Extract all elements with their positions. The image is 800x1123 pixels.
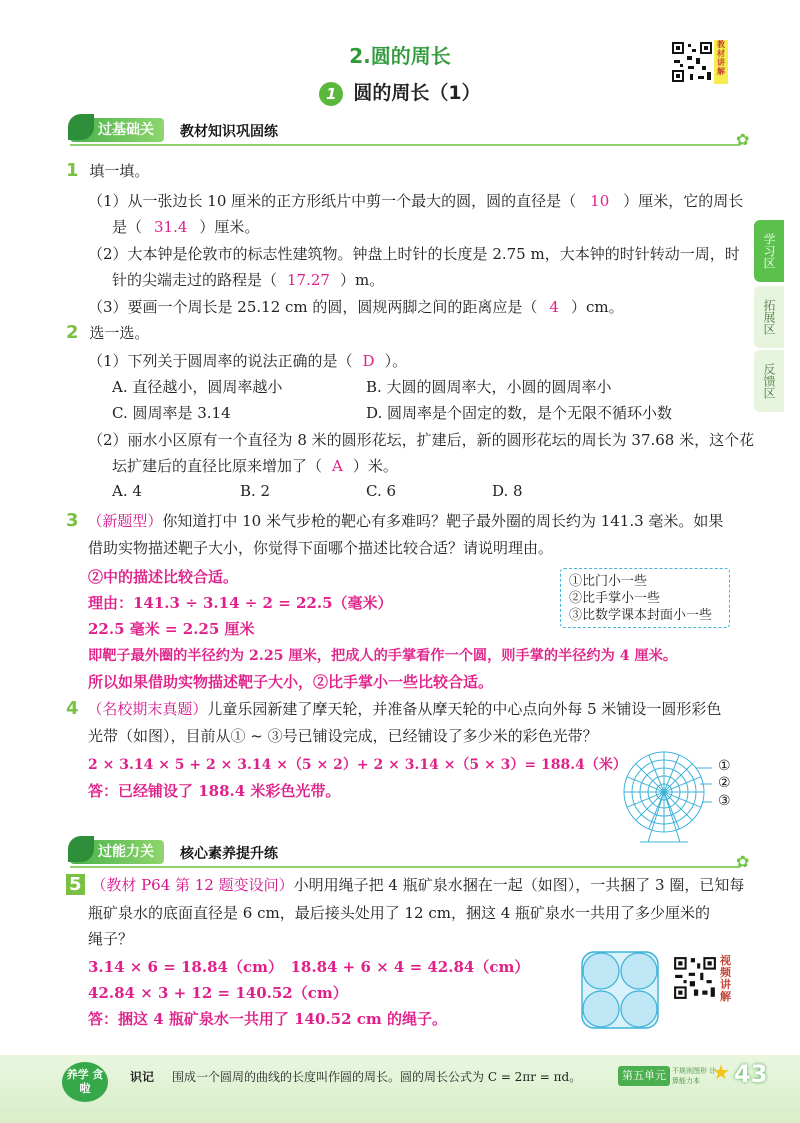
answer-line: 答：捆这 4 瓶矿泉水一共用了 140.52 cm 的绳子。 xyxy=(88,1010,447,1028)
tab-extension-area[interactable]: 拓展区 xyxy=(754,286,784,348)
question-tag: （新题型） xyxy=(87,512,163,530)
memo-text: 围成一个圆周的曲线的长度叫作圆的周长。圆的周长公式为 C = 2πr = πd。 xyxy=(172,1070,582,1084)
tab-study-area[interactable]: 学习区 xyxy=(754,220,784,282)
option-item: ③比数学课本封面小一些 xyxy=(569,608,713,623)
option-b[interactable]: B. 2 xyxy=(240,482,271,500)
option-a[interactable]: A. 4 xyxy=(112,482,142,500)
q2-part1 xyxy=(88,350,407,371)
option-d[interactable]: D. 圆周率是个固定的数，是个无限不循环小数 xyxy=(366,404,673,422)
leaf-icon xyxy=(68,836,94,862)
figure-label: ② xyxy=(718,775,731,791)
unit-badge: 第五单元 xyxy=(618,1066,670,1086)
question-number: 3 xyxy=(66,510,79,531)
answer[interactable]: 31.4 xyxy=(154,218,188,236)
qr-code-icon[interactable] xyxy=(670,40,714,84)
option-c[interactable]: C. 圆周率是 3.14 xyxy=(112,404,231,422)
section-subtitle: 教材知识巩固练 xyxy=(180,124,278,140)
water-bottles-figure xyxy=(580,950,660,1030)
question-text: 瓶矿泉水的底面直径是 6 cm，最后接头处用了 12 cm，捆这 4 瓶矿泉水一共用了多少厘米的 xyxy=(88,904,711,922)
answer-line: ②中的描述比较合适。 xyxy=(88,568,239,586)
star-icon: ✿ xyxy=(736,130,750,149)
text: ）米。 xyxy=(352,457,398,475)
question-1 xyxy=(66,160,149,181)
section-title: 2.圆的周长 xyxy=(349,44,451,68)
page-number: 43 xyxy=(734,1060,768,1088)
question-text: 你知道打中 10 米气步枪的靶心有多难吗？靶子最外圈的周长约为 141.3 毫米。如果 xyxy=(162,512,724,530)
question-title: 选一选。 xyxy=(89,324,150,342)
answer-line: 答：已经铺设了 188.4 米彩色光带。 xyxy=(88,782,341,800)
q1-part2: （2）大本钟是伦敦市的标志性建筑物。钟盘上时针的长度是 2.75 m，大本钟的时针转动一周，时 xyxy=(88,245,740,263)
text: （1）从一张边长 10 厘米的正方形纸片中剪一个最大的圆，圆的直径是（ xyxy=(88,192,577,210)
answer-line: 所以如果借助实物描述靶子大小，②比手掌小一些比较合适。 xyxy=(88,673,494,691)
divider xyxy=(70,144,740,146)
figure-label: ① xyxy=(718,758,731,774)
question-number: 1 xyxy=(66,160,79,181)
tab-feedback-area[interactable]: 反馈区 xyxy=(754,350,784,412)
section-tag: 过能力关 xyxy=(70,840,164,864)
text: ）m。 xyxy=(339,271,385,289)
ferris-wheel-figure xyxy=(618,748,718,844)
qr-tag: 教材讲解 xyxy=(714,40,728,84)
question-tag: （名校期末真题） xyxy=(87,700,208,718)
text: （3）要画一个周长是 25.12 cm 的圆，圆规两脚之间的距离应是（ xyxy=(88,298,538,316)
star-icon: ★ xyxy=(712,1060,730,1084)
question-number: 5 xyxy=(66,874,85,895)
question-4 xyxy=(66,698,721,719)
answer-line: 理由：141.3 ÷ 3.14 ÷ 2 = 22.5（毫米） xyxy=(88,594,393,612)
question-text: 光带（如图），目前从① ~ ③号已铺设完成，已经铺设了多少米的彩色光带？ xyxy=(88,727,598,745)
lesson-number-badge: 1 xyxy=(319,82,343,106)
q1-part1 xyxy=(88,190,743,211)
answer-line: 3.14 × 6 = 18.84（cm） 18.84 + 6 × 4 = 42.84（cm） xyxy=(88,958,530,976)
question-number: 2 xyxy=(66,322,79,343)
text: 坛扩建后的直径比原来增加了（ xyxy=(112,457,323,475)
q1-part3 xyxy=(88,296,624,317)
question-3 xyxy=(66,510,723,531)
answer[interactable]: 17.27 xyxy=(287,271,330,289)
answer[interactable]: A xyxy=(332,457,343,475)
star-icon: ✿ xyxy=(736,852,750,871)
divider xyxy=(70,866,740,868)
lesson-title: 圆的周长（1） xyxy=(353,82,481,104)
leaf-icon xyxy=(68,114,94,140)
answer[interactable]: 10 xyxy=(590,192,610,210)
option-a[interactable]: A. 直径越小，圆周率越小 xyxy=(112,378,283,396)
q2-part2-cont xyxy=(112,455,398,476)
q1-part1-cont xyxy=(112,216,259,237)
question-text: 绳子？ xyxy=(88,930,134,948)
q2-part2: （2）丽水小区原有一个直径为 8 米的圆形花坛，扩建后，新的圆形花坛的周长为 37.68 米，这个花 xyxy=(88,431,755,449)
section-subtitle: 核心素养提升练 xyxy=(180,846,278,862)
option-d[interactable]: D. 8 xyxy=(492,482,523,500)
qr-tag: 视频讲解 xyxy=(720,954,731,1003)
question-tag: （教材 P64 第 12 题变设问） xyxy=(91,876,294,894)
section-tag: 过基础关 xyxy=(70,118,164,142)
text: 针的尖端走过的路程是（ xyxy=(112,271,278,289)
unit-subtitle: 不规则图形 计算能力本 xyxy=(672,1067,717,1085)
answer-line: 即靶子最外圈的半径约为 2.25 厘米，把成人的手掌看作一个圆，则手掌的半径约为 4 厘米。 xyxy=(88,648,678,664)
question-2 xyxy=(66,322,149,343)
text: ）cm。 xyxy=(570,298,624,316)
answer-line: 22.5 毫米 = 2.25 厘米 xyxy=(88,620,255,638)
text: 是（ xyxy=(112,218,143,236)
question-number: 4 xyxy=(66,698,79,719)
memo-label: 识记 xyxy=(130,1070,155,1084)
question-title: 填一填。 xyxy=(89,162,150,180)
text: （1）下列关于圆周率的说法正确的是（ xyxy=(88,352,353,370)
question-text: 儿童乐园新建了摩天轮，并准备从摩天轮的中心点向外每 5 米铺设一圆形彩色 xyxy=(207,700,722,718)
answer[interactable]: D xyxy=(362,352,375,370)
question-text: 借助实物描述靶子大小，你觉得下面哪个描述比较合适？请说明理由。 xyxy=(88,539,554,557)
answer[interactable]: 4 xyxy=(549,298,559,316)
q1-part2-cont xyxy=(112,269,384,290)
text: ）厘米。 xyxy=(199,218,260,236)
option-item: ①比门小一些 xyxy=(569,574,648,589)
answer-line: 2 × 3.14 × 5 + 2 × 3.14 ×（5 × 2）+ 2 × 3.14 ×（5 × 3）= 188.4（米） xyxy=(88,757,627,773)
text: ）。 xyxy=(384,352,408,370)
option-c[interactable]: C. 6 xyxy=(366,482,397,500)
option-b[interactable]: B. 大圆的圆周率大，小圆的圆周率小 xyxy=(366,378,612,396)
options-box xyxy=(560,568,730,628)
question-5 xyxy=(66,874,744,895)
qr-code-icon[interactable] xyxy=(672,955,718,1001)
brand-logo: 养学 贪啦 xyxy=(62,1062,108,1102)
option-item: ②比手掌小一些 xyxy=(569,591,661,606)
figure-label: ③ xyxy=(718,793,731,809)
answer-line: 42.84 × 3 + 12 = 140.52（cm） xyxy=(88,984,348,1002)
text: ）厘米，它的周长 xyxy=(623,192,744,210)
question-text: 小明用绳子把 4 瓶矿泉水捆在一起（如图），一共捆了 3 圈，已知每 xyxy=(293,876,745,894)
